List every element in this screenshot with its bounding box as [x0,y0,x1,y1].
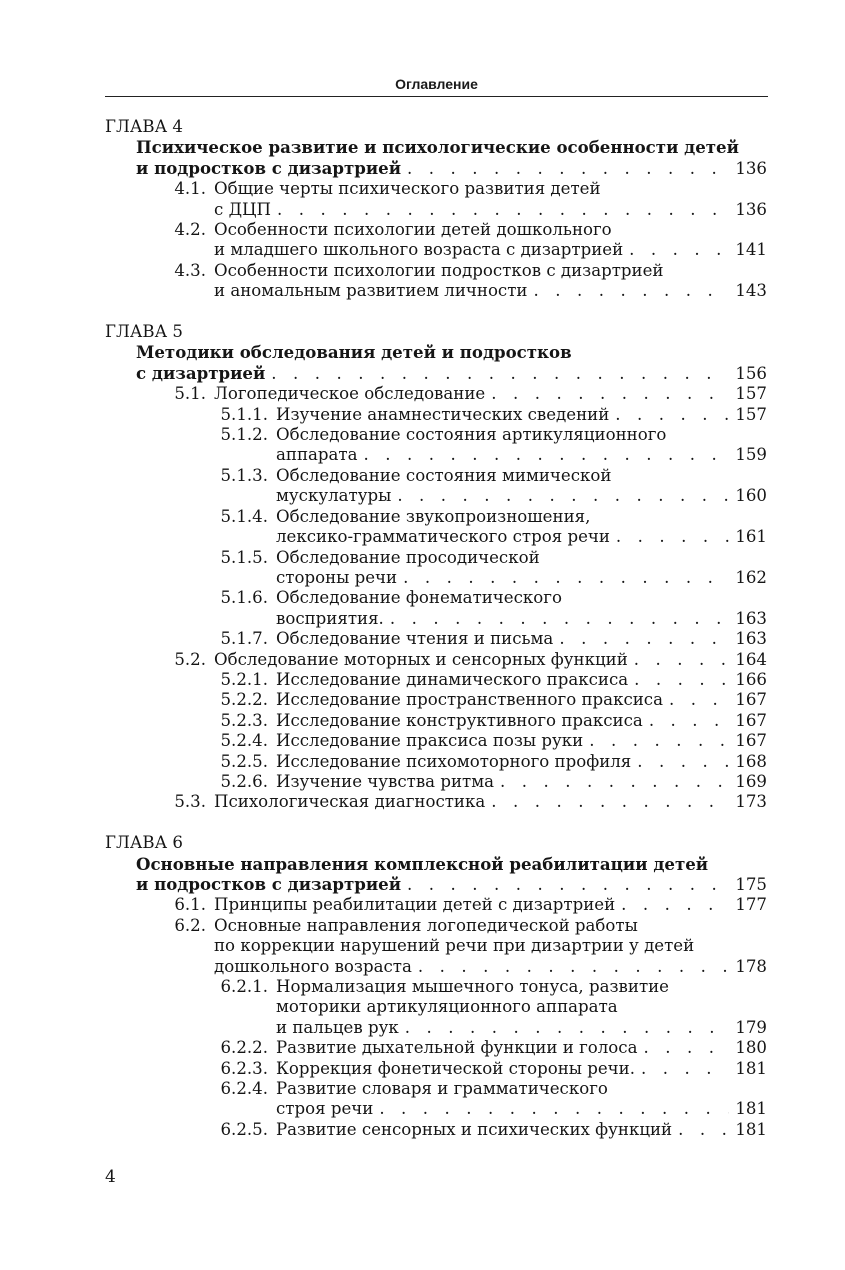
entry-text-line: Нормализация мышечного тонуса, развитие [276,977,669,997]
entry-body [214,220,767,261]
entry-text-line: Обследование чтения и письма [276,629,554,649]
chapter-label: ГЛАВА 6 [105,833,183,853]
entry-body [136,854,767,896]
entry-body [276,1120,767,1140]
entry-text-line: Обследование моторных и сенсорных функций [214,649,628,669]
chapter-label: ГЛАВА 4 [105,117,183,136]
entry-body [276,629,767,649]
dot-leader [621,895,729,915]
entry-number: 6.2.1. [220,977,268,997]
entry-text-line: моторики артикуляционного аппарата [276,997,618,1017]
entry-text-line: Развитие дыхательной функции и голоса [276,1038,638,1058]
entry-page-number: 180 [735,1038,767,1058]
running-header [105,74,768,97]
entry-last-line [214,384,767,404]
entry-last-line [214,240,767,260]
entry-number: 5.1.3. [220,465,268,485]
entry-text-line: Обследование фонематического [276,588,562,608]
entry-number: 5.2.4. [220,731,268,751]
entry-body [136,342,767,384]
entry-last-line [276,1059,767,1079]
toc-entry[interactable] [105,792,767,812]
entry-text-line: Исследование динамического праксиса [276,669,629,689]
chapter-title-entry[interactable] [105,342,767,384]
entry-text-line: Развитие словаря и грамматического [276,1079,608,1099]
entry-body [276,772,767,792]
entry-text-line: Особенности психологии подростков с дизартрией [214,260,664,280]
entry-body [276,1059,767,1079]
entry-page-number: 167 [735,731,767,751]
entry-last-line [136,158,767,179]
entry-body [214,384,767,404]
dot-leader [559,629,729,649]
entry-text-line: стороны речи [276,567,398,587]
dot-leader [615,405,729,425]
entry-number: 6.1. [174,895,206,915]
entry-text-line: с ДЦП [214,199,272,219]
chapter-block [105,117,767,302]
entry-page-number: 157 [735,404,767,424]
entry-last-line [214,281,767,301]
dot-leader [589,731,729,751]
entry-number: 6.2.4. [220,1079,268,1099]
entry-last-line [276,405,767,425]
dot-leader [637,752,729,772]
entry-last-line [276,752,767,772]
dot-leader [491,792,729,812]
dot-leader [277,200,729,220]
entry-last-line [276,445,767,465]
dot-leader [271,364,729,384]
entry-page-number: 177 [735,895,767,915]
dot-leader [649,711,729,731]
dot-leader [379,1099,729,1119]
entry-text-line: Методики обследования детей и подростков [136,342,572,363]
entry-text-line: Изучение чувства ритма [276,771,495,791]
entry-text-line: Исследование праксиса позы руки [276,731,584,751]
entry-page-number: 178 [735,956,767,976]
entry-text-line: Основные направления комплексной реабилитации детей [136,853,709,874]
entry-last-line [136,874,767,895]
toc-entry[interactable] [105,1038,767,1058]
entry-text-line: Исследование психомоторного профиля [276,751,632,771]
dot-leader [418,957,729,977]
entry-last-line [276,772,767,792]
dot-leader [397,486,729,506]
chapter-title-entry[interactable] [105,137,767,179]
entry-text-line: Общие черты психического развития детей [214,179,601,199]
entry-text-line: по коррекции нарушений речи при дизартрии у детей [214,936,695,956]
entry-last-line [276,609,767,629]
entry-last-line [276,568,767,588]
entry-text-line: строя речи [276,1099,374,1119]
entry-number: 5.3. [174,792,206,812]
entry-page-number: 173 [735,792,767,812]
entry-number: 5.2.2. [220,690,268,710]
dot-leader [641,1059,729,1079]
toc-entry[interactable] [105,1059,767,1079]
entry-body [276,752,767,772]
entry-page-number: 181 [735,1099,767,1119]
dot-leader [678,1120,729,1140]
toc-entry[interactable] [105,384,767,404]
entry-text-line: аппарата [276,445,358,465]
entry-last-line [276,527,767,547]
entry-number: 5.2. [174,649,206,669]
entry-text-line: лексико-грамматического строя речи [276,527,610,547]
entry-body [214,916,767,977]
toc-entry[interactable] [105,1079,767,1120]
entry-page-number: 159 [735,445,767,465]
entry-body [214,179,767,220]
entry-page-number: 181 [735,1119,767,1139]
entry-number: 5.1.7. [220,629,268,649]
entry-page-number: 157 [735,384,767,404]
toc-entry[interactable] [105,977,767,1038]
entry-number: 6.2.5. [220,1119,268,1139]
entry-text-line: с дизартрией [136,362,266,383]
dot-leader [634,650,729,670]
entry-number: 4.2. [174,220,206,240]
entry-page-number: 156 [735,363,767,383]
entry-number: 5.1. [174,384,206,404]
entry-page-number: 169 [735,771,767,791]
dot-leader [634,670,729,690]
entry-text-line: и подростков с дизартрией [136,157,402,178]
dot-leader [500,772,729,792]
entry-page-number: 136 [735,199,767,219]
entry-last-line [276,486,767,506]
toc-entry[interactable] [105,629,767,649]
entry-body [214,261,767,302]
entry-text-line: Изучение анамнестических сведений [276,404,610,424]
entry-body [276,670,767,690]
dot-leader [407,159,729,179]
chapter-block [105,833,767,1140]
toc-entry[interactable] [105,405,767,425]
entry-text-line: восприятия. [276,608,384,628]
entry-text-line: Основные направления логопедической работы [214,915,638,935]
entry-number: 4.3. [174,260,206,280]
entry-text-line: Обследование состояния артикуляционного [276,425,667,445]
entry-body [276,548,767,589]
entry-text-line: Обследование состояния мимической [276,465,612,485]
toc-entry[interactable] [105,752,767,772]
entry-number: 4.1. [174,179,206,199]
entry-page-number: 175 [735,875,767,894]
entry-text-line: и подростков с дизартрией [136,874,402,894]
toc-entry[interactable] [105,650,767,670]
entry-body [276,466,767,507]
page-number: 4 [105,1167,116,1187]
dot-leader [629,240,729,260]
toc-entry[interactable] [105,588,767,629]
entry-text-line: Исследование пространственного праксиса [276,690,663,710]
toc-entry[interactable] [105,466,767,507]
entry-page-number: 163 [735,629,767,649]
entry-text-line: Обследование просодической [276,547,540,567]
dot-leader [407,875,729,895]
toc-entry[interactable] [105,179,767,220]
entry-number: 5.2.6. [220,771,268,791]
running-header-title: Оглавление [395,76,478,92]
entry-number: 6.2.2. [220,1038,268,1058]
entry-body [276,731,767,751]
entry-page-number: 161 [735,527,767,547]
entry-page-number: 162 [735,567,767,587]
entry-last-line [214,200,767,220]
entry-page-number: 141 [735,240,767,260]
entry-page-number: 163 [735,608,767,628]
entry-page-number: 167 [735,710,767,730]
toc-entry[interactable] [105,690,767,710]
dot-leader [403,568,729,588]
dot-leader [616,527,729,547]
entry-page-number: 168 [735,751,767,771]
entry-page-number: 167 [735,690,767,710]
chapter-title-entry[interactable] [105,854,767,896]
toc-entry[interactable] [105,916,767,977]
entry-text-line: дошкольного возраста [214,956,412,976]
entry-page-number: 179 [735,1017,767,1037]
entry-last-line [136,363,767,384]
toc-entry[interactable] [105,507,767,548]
entry-text-line: Психическое развитие и психологические особенности детей [136,137,739,158]
toc-entry[interactable] [105,261,767,302]
entry-last-line [276,1018,767,1038]
entry-text-line: Принципы реабилитации детей с дизартрией [214,895,616,915]
entry-last-line [276,1038,767,1058]
entry-last-line [276,1120,767,1140]
toc-entry[interactable] [105,731,767,751]
entry-body [214,650,767,670]
entry-body [276,405,767,425]
table-of-contents [105,117,767,1161]
toc-entry[interactable] [105,548,767,589]
dot-leader [643,1038,729,1058]
entry-body [276,1038,767,1058]
entry-page-number: 164 [735,649,767,669]
entry-text-line: Психологическая диагностика [214,792,486,812]
entry-last-line [214,792,767,812]
entry-number: 5.1.4. [220,506,268,526]
entry-body [214,895,767,915]
entry-number: 6.2. [174,915,206,935]
dot-leader [491,384,729,404]
entry-page-number: 160 [735,486,767,506]
entry-text-line: Особенности психологии детей дошкольного [214,220,612,240]
entry-text-line: Обследование звукопроизношения, [276,506,591,526]
entry-last-line [214,957,767,977]
entry-text-line: и младшего школьного возраста с дизартрией [214,240,624,260]
entry-body [136,137,767,179]
entry-number: 5.2.3. [220,710,268,730]
dot-leader [390,609,729,629]
entry-last-line [276,670,767,690]
entry-body [276,1079,767,1120]
toc-entry[interactable] [105,711,767,731]
entry-number: 5.1.5. [220,547,268,567]
toc-entry[interactable] [105,670,767,690]
toc-entry[interactable] [105,1120,767,1140]
dot-leader [669,690,729,710]
dot-leader [364,445,730,465]
entry-last-line [214,895,767,915]
entry-last-line [276,711,767,731]
entry-body [276,425,767,466]
entry-text-line: Исследование конструктивного праксиса [276,710,643,730]
entry-text-line: Коррекция фонетической стороны речи. [276,1058,635,1078]
entry-number: 5.1.2. [220,425,268,445]
entry-page-number: 143 [735,281,767,301]
entry-page-number: 166 [735,669,767,689]
toc-entry[interactable] [105,895,767,915]
entry-number: 6.2.3. [220,1058,268,1078]
entry-number: 5.2.1. [220,669,268,689]
entry-text-line: и аномальным развитием личности [214,281,528,301]
entry-page-number: 136 [735,158,767,178]
entry-last-line [276,690,767,710]
entry-body [276,977,767,1038]
entry-last-line [276,731,767,751]
entry-last-line [214,650,767,670]
entry-number: 5.1.1. [220,404,268,424]
toc-entry[interactable] [105,220,767,261]
entry-text-line: и пальцев рук [276,1017,399,1037]
dot-leader [533,281,729,301]
entry-body [276,690,767,710]
entry-body [276,588,767,629]
entry-number: 5.1.6. [220,588,268,608]
entry-body [276,507,767,548]
entry-text-line: Логопедическое обследование [214,384,486,404]
dot-leader [405,1018,729,1038]
entry-last-line [276,629,767,649]
chapter-block [105,322,767,813]
entry-body [214,792,767,812]
entry-text-line: мускулатуры [276,486,392,506]
entry-page-number: 181 [735,1058,767,1078]
toc-entry[interactable] [105,425,767,466]
entry-body [276,711,767,731]
chapter-label: ГЛАВА 5 [105,322,183,342]
entry-last-line [276,1099,767,1119]
entry-text-line: Развитие сенсорных и психических функций [276,1119,673,1139]
toc-entry[interactable] [105,772,767,792]
entry-number: 5.2.5. [220,751,268,771]
